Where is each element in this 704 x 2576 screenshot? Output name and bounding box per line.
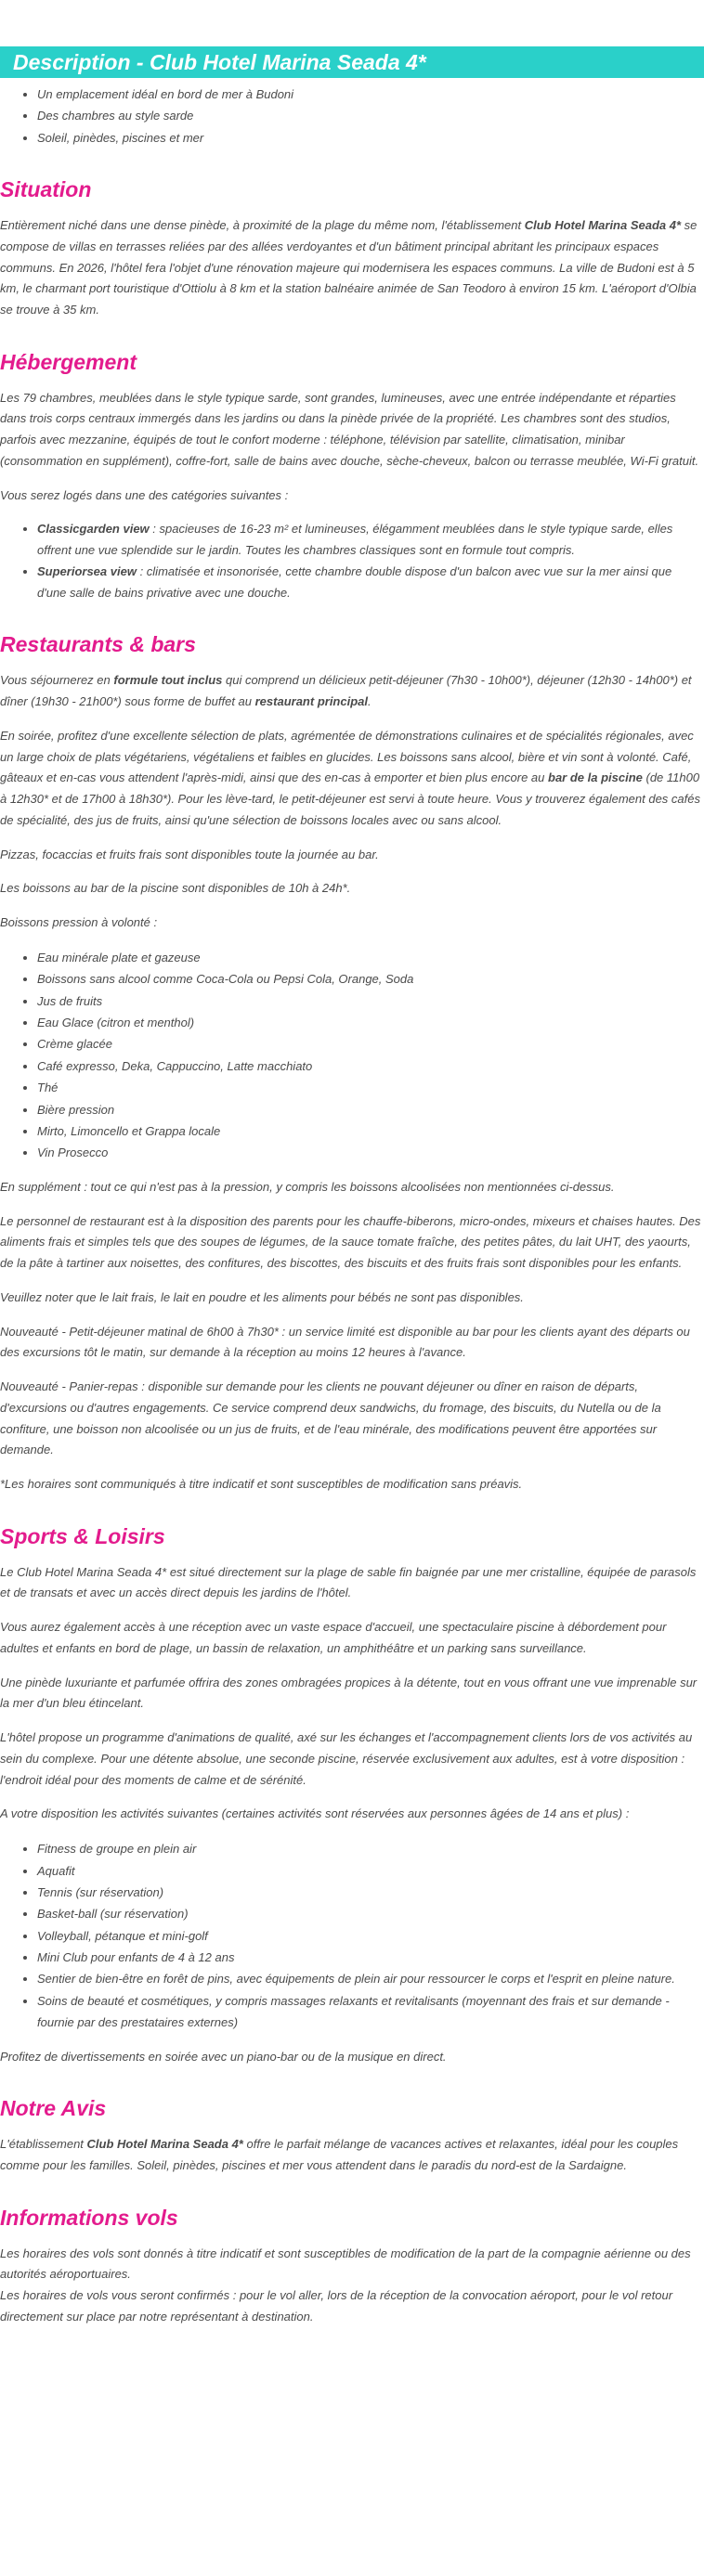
- paragraph: Boissons pression à volonté :: [0, 915, 158, 930]
- paragraph: Veuillez noter que le lait frais, le lait en poudre et les aliments pour bébés ne sont pas disponibles.: [0, 1289, 524, 1304]
- list-item: • Crème glacée: [37, 1033, 704, 1055]
- section-avis: [0, 2095, 704, 2176]
- highlights-list: [0, 84, 704, 149]
- paragraph: L'hôtel propose un programme d'animations de qualité, axé sur les échanges et l'accompagnement clients lors de vos activités au sein du complexe. Pour une détente absolue, une seconde piscine, réservée exclusivement aux adultes, est à votre disposition : l'endroit idéal pour des moments de calme et de sérénité.: [0, 1730, 693, 1787]
- list-item: • Eau Glace (citron et menthol): [37, 1012, 704, 1033]
- paragraph: [0, 670, 704, 713]
- list-item: • Eau minérale plate et gazeuse: [37, 947, 704, 968]
- list-item: • Tennis (sur réservation): [37, 1882, 704, 1903]
- list-item: • Vin Prosecco: [37, 1142, 704, 1163]
- paragraph: [0, 2134, 704, 2177]
- list-item: • Un emplacement idéal en bord de mer à Budoni: [37, 84, 704, 105]
- paragraph: Le personnel de restaurant est à la disposition des parents pour les chauffe-biberons, micro-ondes, mixeurs et chaises hautes. Des aliments frais et simples tels que des soupes de légumes, de la sauce tomate fraîche, des petites pâtes, du lait UHT, des yaourts, de la pâte à tartiner aux noisettes, des confitures, des biscottes, des biscuits et des fruits frais sont disponibles pour les enfants.: [0, 1213, 701, 1270]
- paragraph: *Les horaires sont communiqués à titre indicatif et sont susceptibles de modification sans préavis.: [0, 1477, 523, 1491]
- highlight: formule tout inclus: [113, 673, 223, 688]
- text: se compose de villas en terrasses reliées par des allées verdoyantes et d'un bâtiment principal abritant les principaux espaces communs. En 2026, l'hôtel fera l'objet d'une rénovation majeure qui modernisera les espaces communs. La ville de Budoni est à 5 km, le charmant port touristique d'Ottiolu à 8 km et la station balnéaire animée de San Teodoro à environ 15 km. L'aéroport d'Olbia se trouve à 35 km.: [0, 218, 697, 317]
- paragraph: Nouveauté - Panier-repas : disponible sur demande pour les clients ne pouvant déjeuner ou dîner en raison de départs, d'excursions ou d'autres engagements. Ce service comprend deux sandwichs, du fromage, des biscuits, du Nutella ou de la confiture, une boisson non alcoolisée ou un jus de fruits, et de l'eau minérale, des modifications peuvent être apportées sur demande.: [0, 1379, 661, 1457]
- highlight: restaurant principal: [254, 694, 368, 709]
- section-situation: [0, 176, 704, 321]
- paragraph: Le Club Hotel Marina Seada 4* est situé directement sur la plage de sable fin baignée par une mer cristalline, équipée de parasols et de transats et avec un accès direct depuis les jardins de l'hôtel.: [0, 1564, 697, 1600]
- text: En soirée, profitez d'une excellente sélection de plats, agrémentée de démonstrations culinaires et de spécialités régionales, avec un large choix de plats végétariens, végétaliens et faibles en glucides. Les boissons sans alcool, bière et vin sont à volonté. Café, gâteaux et en-cas vous attendent l'après-midi, ainsi que des en-cas à emporter et bien plus encore au: [0, 728, 694, 785]
- text: offre le parfait mélange de vacances actives et relaxantes, idéal pour les couples comme pour les familles. Soleil, pinèdes, piscines et mer vous attendent dans le paradis du nord-est de la Sardaigne.: [0, 2137, 679, 2173]
- section-vols: [0, 2205, 704, 2328]
- list-item: • Des chambres au style sarde: [37, 105, 704, 126]
- hotel-name: Club Hotel Marina Seada 4*: [86, 2137, 243, 2152]
- paragraph: Vous serez logés dans une des catégories suivantes :: [0, 487, 289, 502]
- section-heading: Restaurants & bars: [0, 632, 196, 657]
- text: : climatisée et insonorisée, cette chambre double dispose d'un balcon avec vue sur la mer ainsi que d'une salle de bains privative avec une douche.: [37, 563, 672, 600]
- paragraph: Nouveauté - Petit-déjeuner matinal de 6h00 à 7h30* : un service limité est disponible au bar pour les clients ayant des départs ou des excursions tôt le matin, sur demande à la réception au moins 12 heures à l'avance.: [0, 1324, 690, 1360]
- paragraph: Profitez de divertissements en soirée avec un piano-bar ou de la musique en direct.: [0, 2049, 447, 2064]
- list-item: [37, 562, 704, 604]
- paragraph: Les 79 chambres, meublées dans le style typique sarde, sont grandes, lumineuses, avec une entrée indépendante et réparties dans trois corps centraux immergés dans les jardins ou dans la pinède privée de la propriété. Les chambres sont des studios, parfois avec mezzanine, équipés de tout le confort moderne : téléphone, télévision par satellite, climatisation, minibar (consommation en supplément), coffre-fort, salle de bains avec douche, sèche-cheveux, balcon ou terrasse meublée, Wi-Fi gratuit.: [0, 390, 699, 468]
- section-sports: [0, 1523, 704, 2068]
- list-item: • Aquafit: [37, 1860, 704, 1882]
- list-item: [37, 519, 704, 562]
- paragraph: Pizzas, focaccias et fruits frais sont disponibles toute la journée au bar.: [0, 847, 379, 861]
- page-title: Description - Club Hotel Marina Seada 4*: [0, 46, 704, 78]
- list-item: • Soleil, pinèdes, piscines et mer: [37, 127, 704, 149]
- text: .: [368, 694, 372, 709]
- section-heading: Informations vols: [0, 2205, 178, 2230]
- text: (de 11h00 à 12h30* et de 17h00 à 18h30*). Pour les lève-tard, le petit-déjeuner est servi à toute heure. Vous y trouverez également des cafés de spécialité, des jus de fruits, ainsi qu'une sélection de boissons locales avec ou sans alcool.: [0, 770, 700, 827]
- list-item: • Boissons sans alcool comme Coca-Cola ou Pepsi Cola, Orange, Soda: [37, 968, 704, 990]
- paragraph: Les horaires de vols vous seront confirmés : pour le vol aller, lors de la réception de la convocation aéroport, pour le vol retour directement sur place par notre représentant à destination.: [0, 2288, 673, 2324]
- list-item: • Thé: [37, 1077, 704, 1098]
- room-category-name: Superiorsea view: [37, 563, 137, 578]
- list-item: • Mini Club pour enfants de 4 à 12 ans: [37, 1947, 704, 1968]
- room-category-name: Classicgarden view: [37, 522, 150, 537]
- paragraph: En supplément : tout ce qui n'est pas à la pression, y compris les boissons alcoolisées non mentionnées ci-dessus.: [0, 1179, 615, 1194]
- list-item: • Sentier de bien-être en forêt de pins, avec équipements de plein air pour ressourcer le corps et l'esprit en pleine nature.: [37, 1968, 704, 1989]
- hotel-name: Club Hotel Marina Seada 4*: [524, 218, 682, 233]
- section-heading: Notre Avis: [0, 2096, 107, 2121]
- list-item: • Café expresso, Deka, Cappuccino, Latte macchiato: [37, 1055, 704, 1077]
- room-categories-list: [0, 519, 704, 603]
- section-heading: Situation: [0, 177, 92, 202]
- drinks-list: [0, 947, 704, 1164]
- section-hebergement: [0, 349, 704, 604]
- paragraph: Une pinède luxuriante et parfumée offrira des zones ombragées propices à la détente, tout en vous offrant une vue imprenable sur la mer d'un bleu étincelant.: [0, 1675, 697, 1711]
- paragraph: Vous aurez également accès à une réception avec un vaste espace d'accueil, une spectaculaire piscine à débordement pour adultes et enfants en bord de plage, un bassin de relaxation, un amphithéâtre et un parking sans surveillance.: [0, 1620, 667, 1655]
- list-item: • Soins de beauté et cosmétiques, y compris massages relaxants et revitalisants (moyennant des frais et sur demande - fournie par des prestataires externes): [37, 1990, 704, 2034]
- section-heading: Hébergement: [0, 349, 137, 374]
- list-item: • Mirto, Limoncello et Grappa locale: [37, 1120, 704, 1142]
- text: qui comprend un délicieux petit-déjeuner (7h30 - 10h00*), déjeuner (12h30 - 14h00*) et dîner (19h30 - 21h00*) sous forme de buffet au: [0, 673, 692, 709]
- section-heading: Sports & Loisirs: [0, 1523, 165, 1548]
- paragraph: Les horaires des vols sont donnés à titre indicatif et sont susceptibles de modification de la part de la compagnie aérienne ou des autorités aéroportuaires.: [0, 2246, 691, 2282]
- text: Entièrement niché dans une dense pinède, à proximité de la plage du même nom, l'établissement: [0, 218, 525, 233]
- text: L'établissement: [0, 2137, 87, 2152]
- list-item: • Fitness de groupe en plein air: [37, 1838, 704, 1859]
- paragraph: [0, 726, 704, 832]
- list-item: • Basket-ball (sur réservation): [37, 1903, 704, 1924]
- list-item: • Volleyball, pétanque et mini-golf: [37, 1925, 704, 1947]
- paragraph: A votre disposition les activités suivantes (certaines activités sont réservées aux personnes âgées de 14 ans et plus) :: [0, 1806, 630, 1821]
- section-restaurants: [0, 631, 704, 1495]
- paragraph: Les boissons au bar de la piscine sont disponibles de 10h à 24h*.: [0, 881, 351, 896]
- text: Vous séjournerez en: [0, 673, 114, 688]
- paragraph: [0, 215, 704, 321]
- list-item: • Bière pression: [37, 1099, 704, 1120]
- text: : spacieuses de 16-23 m² et lumineuses, élégamment meublées dans le style typique sarde, elles offrent une vue splendide sur le jardin. Toutes les chambres classiques sont en formule tout compris.: [37, 522, 673, 558]
- highlight: bar de la piscine: [548, 770, 643, 785]
- list-item: • Jus de fruits: [37, 990, 704, 1012]
- activities-list: [0, 1838, 704, 2034]
